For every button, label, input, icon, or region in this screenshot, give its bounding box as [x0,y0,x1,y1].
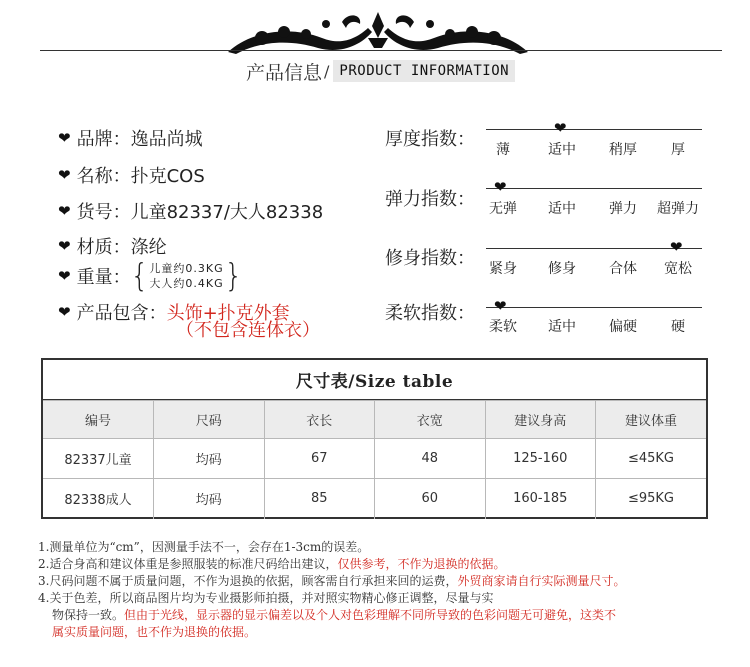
note-2-highlight: 仅供参考，不作为退换的依据。 [337,557,506,571]
info-sku-text: 货号：儿童82337/大人82338 [76,202,324,223]
index-softness-line [486,307,702,308]
note-2-text: 2.适合身高和建议体重是参照服装的标准尺码给出建议， [38,557,338,571]
table-cell: 160-185 [485,479,596,519]
index-elasticity-option: 适中 [548,201,576,217]
header-title-en: PRODUCT INFORMATION [333,60,515,82]
index-thickness-label: 厚度指数： [385,129,475,150]
info-weight [58,256,243,295]
heart-icon: ❤ [58,202,71,220]
info-weight-label: 重量： [76,267,131,288]
info-material [58,233,167,259]
note-4-text: 4.关于色差，所以商品图片均为专业摄影师拍摄，并对照实物精心修正调整，尽量与实 [38,591,494,605]
table-cell: 85 [264,479,375,519]
weight-brace-right: } [224,256,243,295]
column-header: 尺码 [154,401,265,439]
size-table-title: 尺寸表/Size table [43,360,706,400]
index-fit-option: 宽松 [664,261,692,277]
table-cell: 82338成人 [43,479,154,519]
index-softness-option: 偏硬 [609,319,637,335]
table-row [43,479,706,519]
weight-child: 儿童约0.3KG [149,262,224,275]
column-header: 建议身高 [485,401,596,439]
table-cell: 125-160 [485,439,596,479]
index-elasticity-label: 弹力指数： [385,189,475,210]
index-elasticity-option: 无弹 [489,201,517,217]
notes [38,539,750,641]
weight-brace-left: { [130,256,149,295]
note-4-highlight: 但由于光线，显示器的显示偏差以及个人对色彩理解不同所导致的色彩问题无可避免，这类不 [124,608,617,622]
heart-icon: ❤ [58,166,71,184]
header-title-cn: 产品信息 [246,61,323,84]
table-cell: 48 [375,439,486,479]
size-table [41,358,708,519]
note-4-continued [38,607,750,624]
note-4-highlight-2: 属实质量问题，也不作为退换的依据。 [52,625,257,639]
note-3-highlight: 外贸商家请自行实际测量尺寸。 [457,574,626,588]
table-cell: ≤45KG [596,439,707,479]
note-4 [38,590,750,607]
index-fit-marker-icon: ❤ [670,238,683,256]
note-3-text: 3.尺码问题不属于质量问题，不作为退换的依据，顾客需自行承担来回的运费， [38,574,458,588]
index-fit-label: 修身指数： [385,248,475,269]
table-cell: 均码 [154,439,265,479]
index-softness-option: 硬 [671,319,685,335]
index-thickness-marker-icon: ❤ [554,119,567,137]
info-brand-text: 品牌：逸品尚城 [76,129,203,150]
table-row [43,439,706,479]
table-cell: 67 [264,439,375,479]
ornament-decoration [222,8,534,54]
weight-values [130,256,243,295]
note-4-text-2: 物保持一致。 [52,608,125,622]
index-elasticity-option: 超弹力 [657,201,699,217]
index-elasticity-marker-icon: ❤ [494,178,507,196]
index-thickness-option: 厚 [671,142,685,158]
column-header: 衣长 [264,401,375,439]
column-header: 编号 [43,401,154,439]
index-softness-marker-icon: ❤ [494,297,507,315]
column-header: 衣宽 [375,401,486,439]
index-fit-option: 合体 [609,261,637,277]
info-package-value: 头饰+扑克外套 [166,303,290,324]
info-brand [58,125,203,151]
top-divider [40,50,722,51]
info-name-text: 名称：扑克COS [76,166,205,187]
note-1: 1.测量单位为“cm”，因测量手法不一，会存在1-3cm的误差。 [38,540,370,554]
size-table-grid [43,400,706,519]
info-sku [58,198,323,224]
info-package-note: （不包含连体衣） [176,320,320,341]
index-fit-option: 紧身 [489,261,517,277]
index-softness-option: 柔软 [489,319,517,335]
info-material-text: 材质：涤纶 [76,237,167,258]
header-separator: / [324,61,330,81]
info-name [58,162,205,188]
heart-icon: ❤ [58,237,71,255]
weight-adult: 大人约0.4KG [149,277,224,290]
heart-icon: ❤ [58,129,71,147]
index-softness-label: 柔软指数： [385,303,475,324]
index-softness-option: 适中 [548,319,576,335]
heart-icon: ❤ [58,303,71,321]
heart-icon: ❤ [58,267,71,285]
table-cell: 均码 [154,479,265,519]
index-thickness-option: 稍厚 [609,142,637,158]
index-fit-option: 修身 [548,261,576,277]
column-header: 建议体重 [596,401,707,439]
index-thickness-option: 薄 [496,142,510,158]
table-header-row [43,401,706,439]
index-elasticity-line [486,188,702,189]
index-thickness-option: 适中 [548,142,576,158]
note-3 [38,573,750,590]
table-cell: 60 [375,479,486,519]
index-elasticity-option: 弹力 [609,201,637,217]
index-thickness-line [486,129,702,130]
note-2 [38,556,750,573]
table-cell: ≤95KG [596,479,707,519]
info-package-label: 产品包含： [76,303,167,324]
table-cell: 82337儿童 [43,439,154,479]
section-header [246,58,515,84]
